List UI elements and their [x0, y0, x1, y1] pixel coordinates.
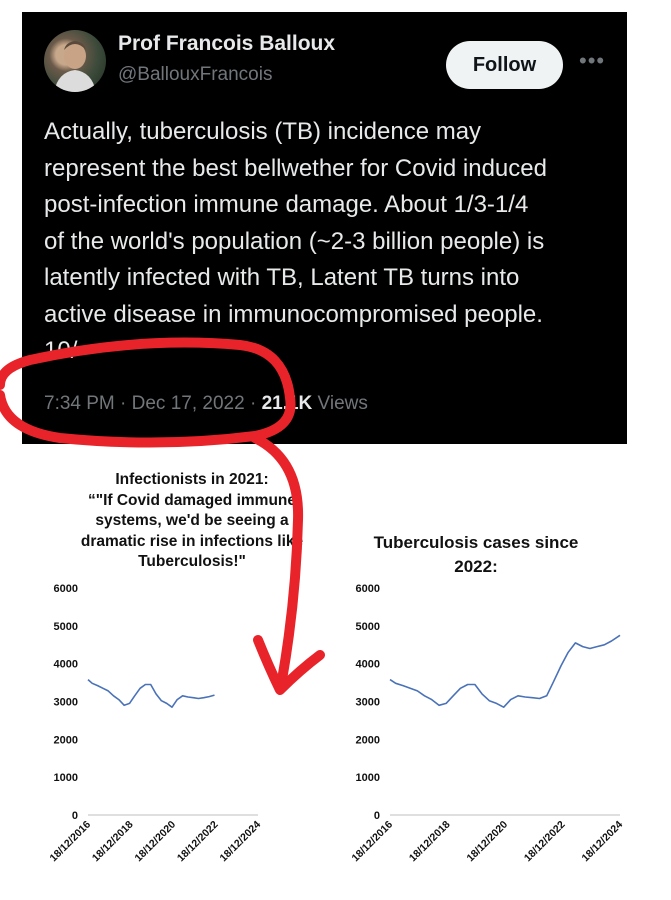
more-horizontal-icon[interactable]: •••: [579, 48, 606, 73]
tweet-text-line: of the world's population (~2-3 billion people) is: [44, 227, 545, 255]
chart-left-x-tick-label: 18/12/2022: [174, 818, 221, 865]
tweet-text-line: represent the best bellwether for Covid induced: [44, 154, 547, 182]
tweet-text-line: post-infection immune damage. About 1/3-1/4: [44, 191, 529, 218]
chart-right-y-tick-label: 0: [373, 810, 380, 822]
tweet-text-line: Actually, tuberculosis (TB) incidence may: [44, 118, 482, 145]
timestamp[interactable]: 7:34 PM · Dec 17, 2022 ·: [44, 393, 262, 414]
chart-left-x-tick-label: 18/12/2020: [132, 818, 179, 865]
chart-right-x-tick-label: 18/12/2022: [521, 818, 568, 865]
author-name[interactable]: Prof Francois Balloux: [118, 32, 336, 55]
tweet-text-line: 10/: [44, 337, 78, 364]
chart-left-y-tick-label: 5000: [53, 620, 78, 633]
views-label: Views: [312, 393, 368, 414]
chart-left-y-tick-label: 2000: [53, 734, 78, 747]
red-circle-stroke: [0, 343, 291, 443]
chart-right-y-tick-label: 3000: [355, 696, 380, 709]
follow-button[interactable]: Follow: [446, 41, 563, 89]
chart-right-y-tick-label: 4000: [355, 658, 380, 671]
chart-left-y-tick-label: 4000: [53, 658, 78, 671]
chart-left-y-tick-label: 1000: [53, 772, 78, 785]
chart-right-x-tick-label: 18/12/2020: [464, 818, 511, 865]
chart-right-y-tick-label: 6000: [355, 583, 380, 595]
chart-left-y-tick-label: 0: [71, 810, 78, 822]
tweet-text-line: active disease in immunocompromised people.: [44, 300, 543, 328]
chart-right-y-tick-label: 2000: [355, 734, 380, 747]
chart-left-x-tick-label: 18/12/2024: [217, 818, 264, 865]
views-count[interactable]: 21.1K: [261, 393, 313, 414]
chart-right-title-line: Tuberculosis cases since: [373, 533, 579, 552]
chart-right-x-tick-label: 18/12/2018: [406, 818, 453, 865]
chart-left-title-line: Infectionists in 2021:: [115, 471, 269, 488]
chart-left-title-line: “"If Covid damaged immune: [87, 491, 297, 509]
tweet-text-line: latently infected with TB, Latent TB turns into: [44, 264, 520, 291]
chart-right-y-tick-label: 5000: [355, 620, 380, 633]
chart-left-title-line: Tuberculosis!": [138, 553, 246, 570]
chart-left-x-tick-label: 18/12/2016: [47, 818, 94, 865]
chart-right-x-tick-label: 18/12/2016: [349, 818, 396, 865]
chart-right-y-tick-label: 1000: [355, 772, 380, 785]
author-handle[interactable]: @BallouxFrancois: [118, 64, 273, 85]
chart-left-y-tick-label: 6000: [53, 583, 78, 595]
chart-left-x-tick-label: 18/12/2018: [89, 818, 136, 865]
chart-left-title-line: dramatic rise in infections like: [80, 532, 304, 550]
chart-right-x-tick-label: 18/12/2024: [579, 818, 626, 865]
chart-left-y-tick-label: 3000: [53, 696, 78, 709]
chart-left-title-line: systems, we'd be seeing a: [95, 512, 289, 529]
chart-right-title-line: 2022:: [454, 557, 498, 576]
